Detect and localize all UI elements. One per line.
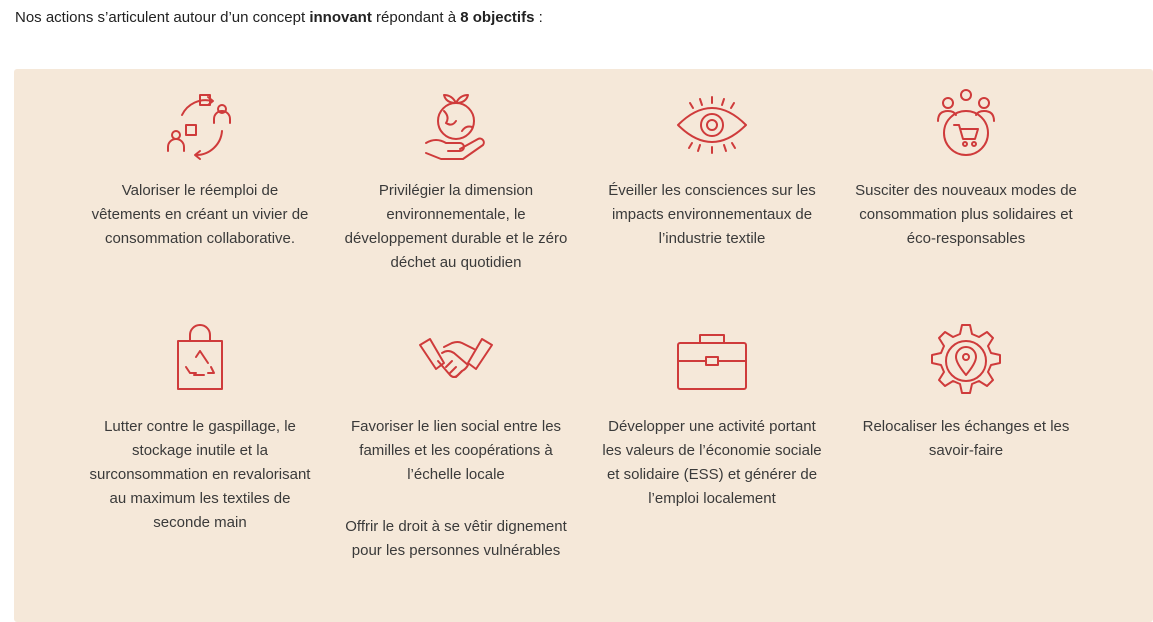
objective-text: Relocaliser les échanges et les savoir-faire xyxy=(862,418,1070,459)
handshake-icon xyxy=(416,321,496,401)
intro-bold-objectives: 8 objectifs xyxy=(460,9,535,26)
gear-location-icon xyxy=(926,321,1006,401)
intro-bold-innovant: innovant xyxy=(309,9,372,26)
objective-text: Valoriser le réemploi de vêtements en créant un vivier de consommation collaborative. xyxy=(91,182,309,247)
objective-text: Favoriser le lien social entre les familles et les coopérations à l’échelle locale xyxy=(350,418,562,483)
briefcase-icon xyxy=(672,321,752,401)
objective-text: Éveiller les consciences sur les impacts environnementaux de l’industrie textile xyxy=(608,182,816,247)
objective-text: Développer une activité portant les valeurs de l’économie sociale et solidaire (ESS) et générer de l’emploi localement xyxy=(602,418,822,507)
recycle-bag-icon xyxy=(160,321,240,401)
community-cart-icon xyxy=(926,87,1006,167)
objective-text-secondary: Offrir le droit à se vêtir dignement pour les personnes vulnérables xyxy=(345,518,567,559)
circular-reuse-icon xyxy=(160,87,240,167)
intro-text: Nos actions s’articulent autour d’un concept innovant répondant à 8 objectifs : xyxy=(15,9,543,26)
objective-text: Privilégier la dimension environnementale, le développement durable et le zéro déchet au quotidien xyxy=(344,182,568,271)
hand-planet-icon xyxy=(416,87,496,167)
objective-text: Lutter contre le gaspillage, le stockage inutile et la surconsommation en revalorisant au maximum les textiles de seconde main xyxy=(89,418,311,531)
eye-icon xyxy=(672,87,752,167)
objectives-panel xyxy=(14,69,1153,622)
objective-text: Susciter des nouveaux modes de consommation plus solidaires et éco-responsables xyxy=(855,182,1077,247)
